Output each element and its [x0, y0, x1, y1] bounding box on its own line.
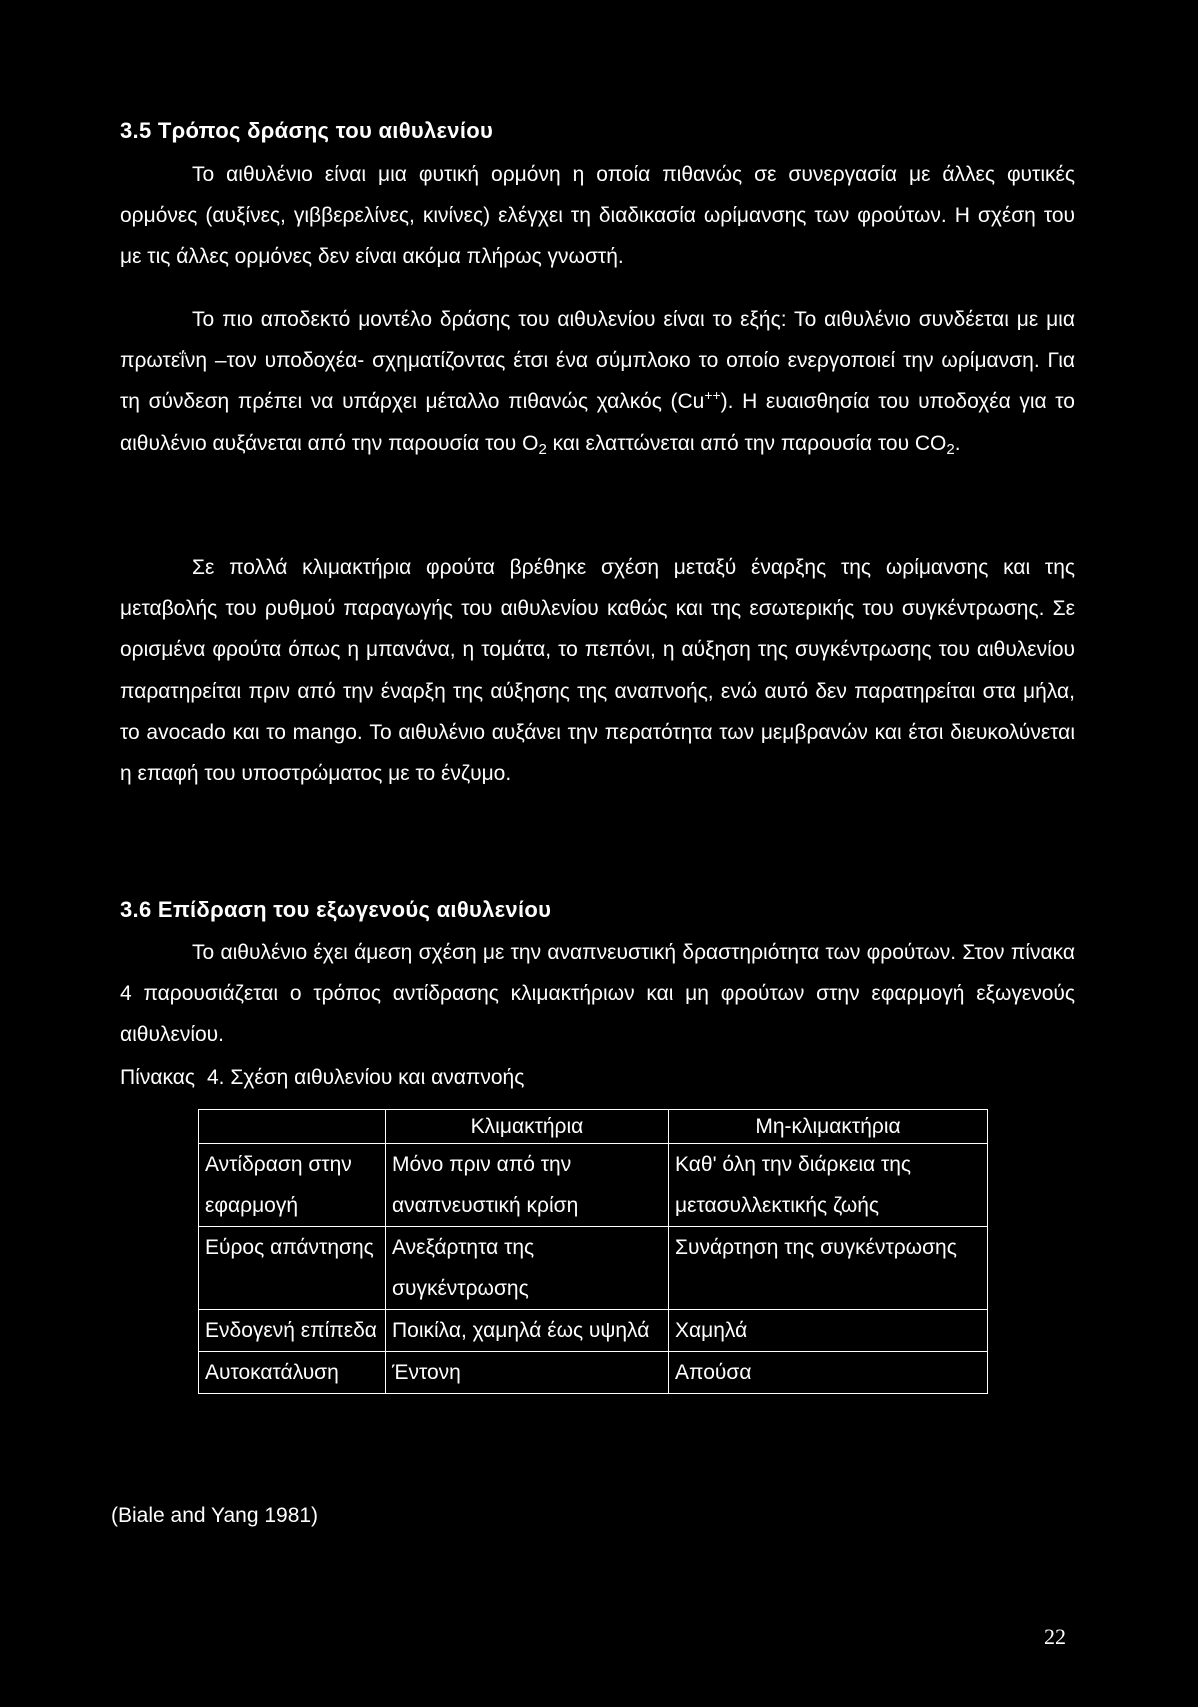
page-number: 22 [1044, 1624, 1066, 1649]
paragraph-text: Το αιθυλένιο είναι μια φυτική ορμόνη η οποία πιθανώς σε συνεργασία με άλλες φυτικές ορμόνες (αυξίνες, γιββερελίνες, κινίνες) ελέγχει τη διαδικασία ωρίμανσης των φρούτων. Η σχέση του με τις άλλες ορμόνες δεν είναι ακόμα πλήρως γνωστή. [120, 163, 1075, 269]
paragraph [120, 547, 1075, 794]
table-row [199, 1227, 988, 1310]
table-cell: Συνάρτηση της συγκέντρωσης [669, 1227, 988, 1310]
row-label: Ενδογενή επίπεδα [199, 1310, 386, 1352]
table-cell: Ποικίλα, χαμηλά έως υψηλά [386, 1310, 669, 1352]
subscript: 2 [538, 440, 547, 458]
caption-number: 4. [206, 1066, 225, 1089]
row-label: Αυτοκατάλυση [199, 1352, 386, 1394]
table-header-row [199, 1110, 988, 1144]
table-cell: Έντονη [386, 1352, 669, 1394]
superscript: ++ [704, 387, 721, 404]
table-row [199, 1310, 988, 1352]
table-source: (Biale and Yang 1981) [111, 1504, 319, 1527]
table-cell: Μόνο πριν από την αναπνευστική κρίση [386, 1144, 669, 1227]
section-heading-3-6: 3.6 Επίδραση του εξωγενούς αιθυλενίου [120, 897, 552, 922]
table-header-cell: Μη-κλιμακτήρια [669, 1110, 988, 1144]
ethylene-table [198, 1109, 988, 1394]
table-caption [120, 1066, 524, 1090]
paragraph-text: Σε πολλά κλιμακτήρια φρούτα βρέθηκε σχέση μεταξύ έναρξης της ωρίμανσης και της μεταβολής του ρυθμού παραγωγής του αιθυλενίου καθώς και της εσωτερικής του συγκέντρωσης. Σε ορισμένα φρούτα όπως η μπανάνα, η τομάτα, το πεπόνι, η αύξηση της συγκέντρωσης του αιθυλενίου παρατηρείται πριν από την έναρξη της αύξησης της αναπνοής, ενώ αυτό δεν παρατηρείται στα μήλα, το avocado και το mango. Το αιθυλένιο αυξάνει την περατότητα των μεμβρανών και έτσι διευκολύνεται η επαφή του υποστρώματος με το ένζυμο. [120, 556, 1075, 786]
paragraph-text: ). Η ευαισθησία του υποδοχέα για το αιθυλένιο αυξάνεται από την παρουσία του O [120, 390, 1075, 455]
subscript: 2 [946, 440, 955, 458]
table-cell: Καθ' όλη την διάρκεια της μετασυλλεκτικής ζωής [669, 1144, 988, 1227]
paragraph [120, 154, 1075, 278]
paragraph [120, 299, 1075, 464]
paragraph-text: Το αιθυλένιο έχει άμεση σχέση με την αναπνευστική δραστηριότητα των φρούτων. Στον πίνακα 4 παρουσιάζεται ο τρόπος αντίδρασης κλιμακτήριων και μη φρούτων στην εφαρμογή εξωγενούς αιθυλενίου. [120, 941, 1075, 1047]
table-cell: Ανεξάρτητα της συγκέντρωσης [386, 1227, 669, 1310]
caption-text: Σχέση αιθυλενίου και αναπνοής [230, 1066, 525, 1089]
table-header-cell [199, 1110, 386, 1144]
row-label: Αντίδραση στην εφαρμογή [199, 1144, 386, 1227]
row-label: Εύρος απάντησης [199, 1227, 386, 1310]
table-cell: Απούσα [669, 1352, 988, 1394]
paragraph-text: Το πιο αποδεκτό μοντέλο δράσης του αιθυλενίου είναι το εξής: Το αιθυλένιο συνδέεται με μια πρωτεΐνη –τον υποδοχέα- σχηματίζοντας έτσι ένα σύμπλοκο το οποίο ενεργοποιεί την ωρίμανση. Για τη σύνδεση πρέπει να υπάρχει μέταλλο πιθανώς χαλκός (Cu [120, 308, 1075, 414]
table-cell: Χαμηλά [669, 1310, 988, 1352]
table-row [199, 1144, 988, 1227]
table-header-cell: Κλιμακτήρια [386, 1110, 669, 1144]
paragraph [120, 932, 1075, 1056]
paragraph-text: . [954, 431, 961, 455]
paragraph-text: και ελαττώνεται από την παρουσία του CO [546, 431, 947, 455]
section-heading-3-5: 3.5 Τρόπος δράσης του αιθυλενίου [120, 118, 494, 143]
caption-label: Πίνακας [120, 1066, 195, 1089]
table-row [199, 1352, 988, 1394]
